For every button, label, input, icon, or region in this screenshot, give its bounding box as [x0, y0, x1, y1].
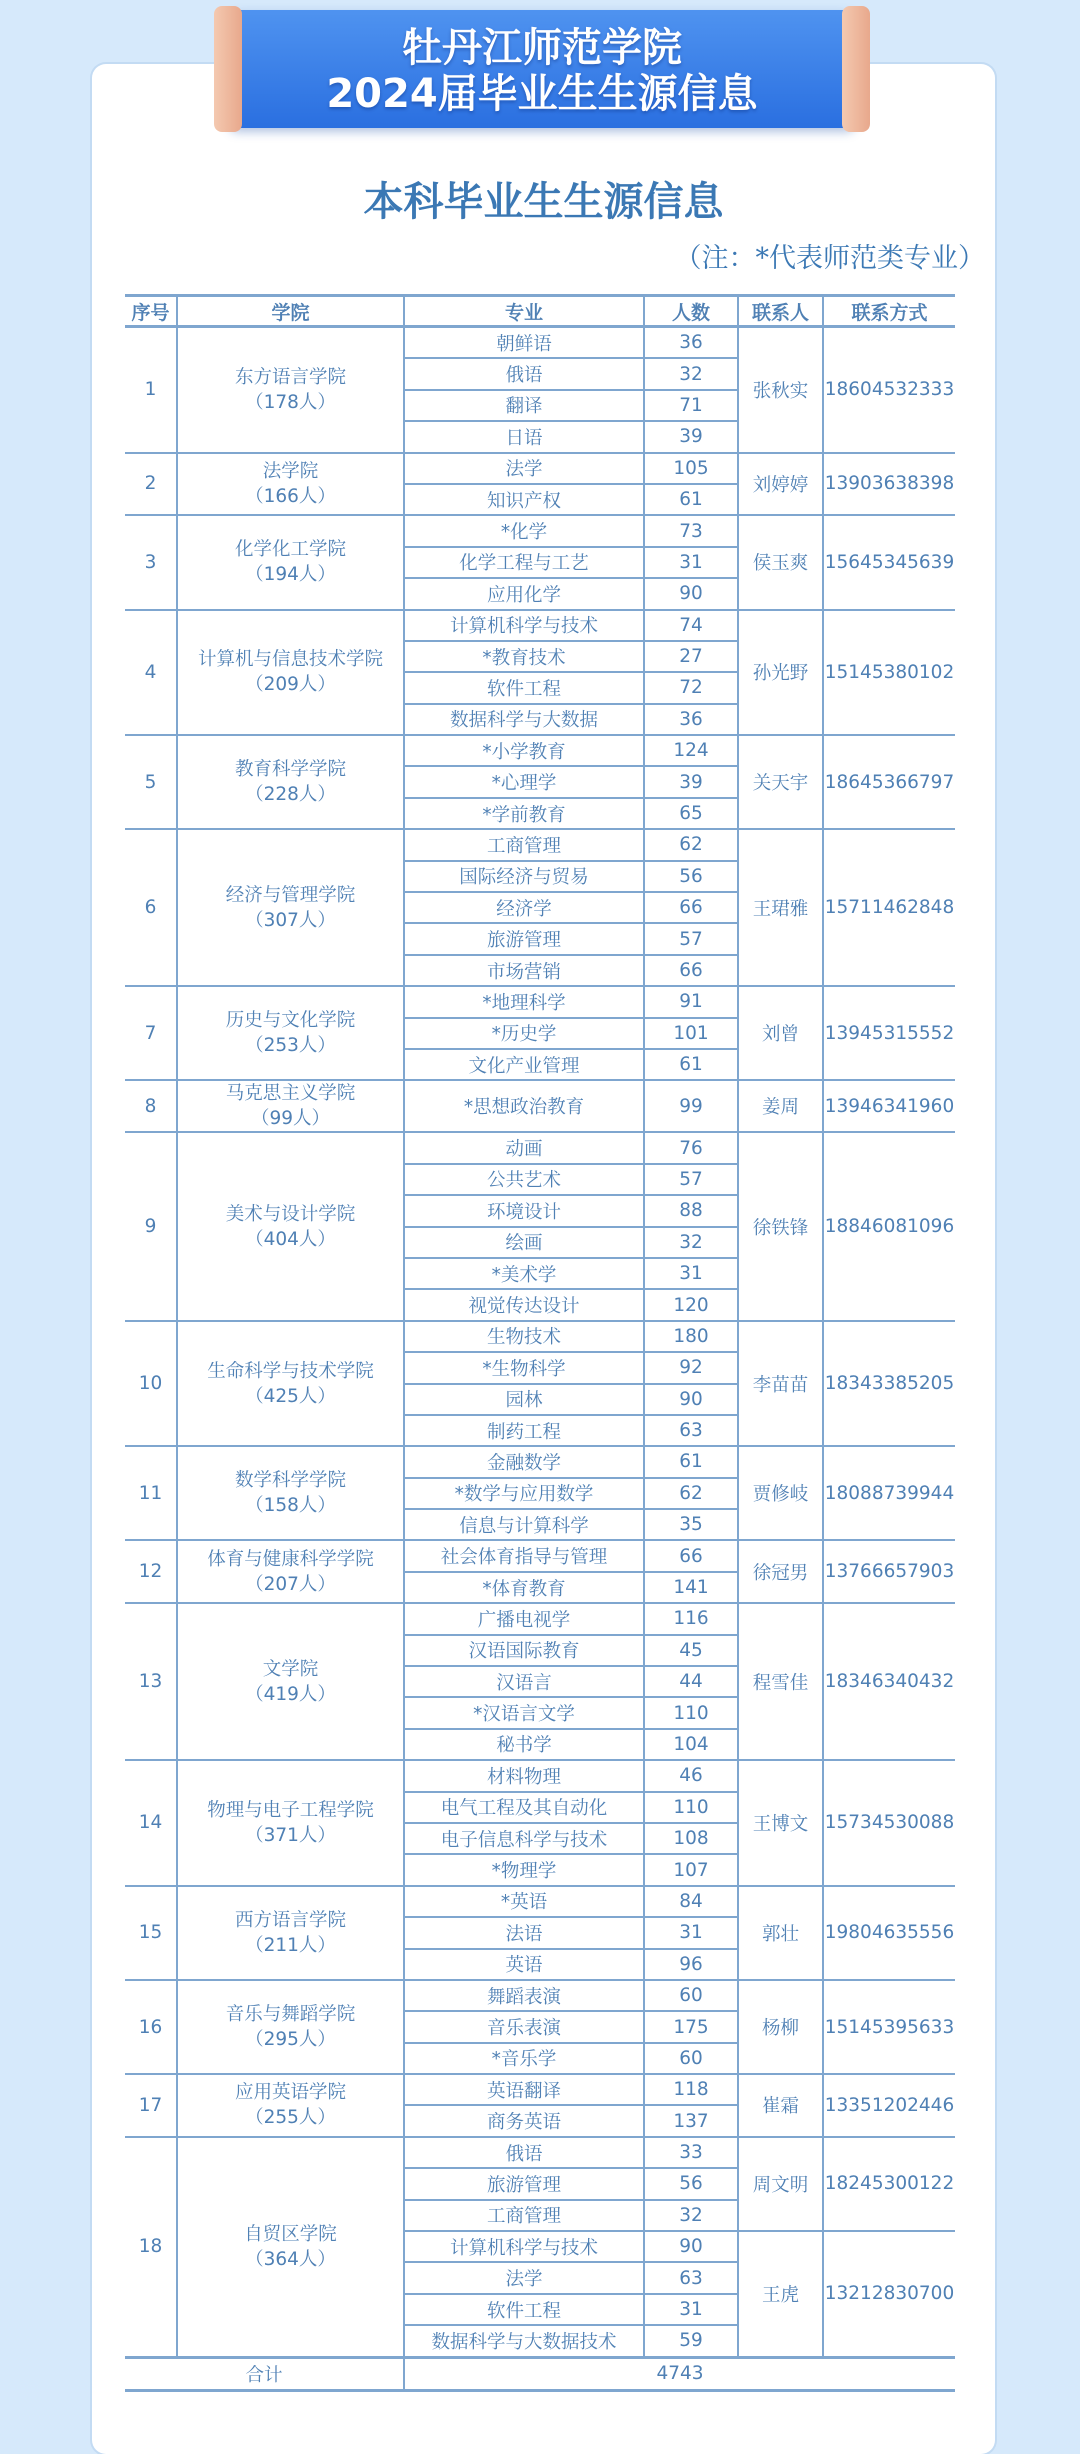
table-row [125, 1080, 955, 1132]
college-cell [177, 829, 404, 986]
college-count: （228人） [245, 784, 336, 806]
major-name: 信息与计算科学 [404, 1509, 644, 1540]
table-row [125, 2074, 955, 2105]
major-name: 俄语 [404, 358, 644, 389]
major-count: 62 [644, 829, 738, 860]
contact-phone: 15145395633 [823, 1980, 955, 2074]
major-name: *生物科学 [404, 1352, 644, 1383]
college-count: （404人） [245, 1228, 336, 1250]
major-count: 90 [644, 578, 738, 609]
row-index: 18 [125, 2137, 177, 2357]
major-name: 文化产业管理 [404, 1049, 644, 1080]
row-index: 1 [125, 327, 177, 453]
contact-phone: 18645366797 [823, 735, 955, 829]
total-row [125, 2357, 955, 2390]
row-index: 5 [125, 735, 177, 829]
major-count: 31 [644, 1917, 738, 1948]
major-name: 软件工程 [404, 2294, 644, 2325]
table-body [125, 327, 955, 2358]
major-count: 60 [644, 2043, 738, 2074]
major-name: *音乐学 [404, 2043, 644, 2074]
major-name: *化学 [404, 515, 644, 546]
major-count: 99 [644, 1080, 738, 1132]
college-cell [177, 986, 404, 1080]
contact-name: 王博文 [738, 1760, 823, 1886]
contact-name: 周文明 [738, 2137, 823, 2231]
major-name: *思想政治教育 [404, 1080, 644, 1132]
table-row [125, 1446, 955, 1477]
major-count: 62 [644, 1478, 738, 1509]
major-count: 76 [644, 1132, 738, 1163]
major-count: 32 [644, 2200, 738, 2231]
college-cell [177, 735, 404, 829]
major-name: 工商管理 [404, 2200, 644, 2231]
total-value: 4743 [404, 2357, 955, 2390]
major-name: 环境设计 [404, 1195, 644, 1226]
row-index: 16 [125, 1980, 177, 2074]
major-count: 108 [644, 1823, 738, 1854]
contact-name: 王珺雅 [738, 829, 823, 986]
contact-name: 刘婷婷 [738, 453, 823, 516]
college-count: （419人） [245, 1683, 336, 1705]
major-name: 工商管理 [404, 829, 644, 860]
major-count: 46 [644, 1760, 738, 1791]
college-name: 自贸区学院 [244, 2223, 337, 2245]
college-cell [177, 610, 404, 736]
major-count: 88 [644, 1195, 738, 1226]
major-name: 舞蹈表演 [404, 1980, 644, 2011]
header-major: 专业 [404, 296, 644, 327]
college-cell [177, 1980, 404, 2074]
college-name: 化学化工学院 [234, 539, 346, 561]
major-count: 92 [644, 1352, 738, 1383]
table-row [125, 1886, 955, 1917]
college-name: 体育与健康科学学院 [207, 1548, 374, 1570]
contact-name: 侯玉爽 [738, 515, 823, 609]
contact-phone: 18346340432 [823, 1603, 955, 1760]
major-count: 61 [644, 484, 738, 515]
major-count: 63 [644, 2262, 738, 2293]
contact-name: 姜周 [738, 1080, 823, 1132]
major-name: *小学教育 [404, 735, 644, 766]
major-count: 32 [644, 358, 738, 389]
title-banner [228, 10, 856, 128]
college-cell [177, 1446, 404, 1540]
row-index: 10 [125, 1321, 177, 1447]
college-cell [177, 453, 404, 516]
contact-name: 程雪佳 [738, 1603, 823, 1760]
major-count: 110 [644, 1792, 738, 1823]
major-name: 应用化学 [404, 578, 644, 609]
major-name: 园林 [404, 1384, 644, 1415]
contact-name: 关天宇 [738, 735, 823, 829]
major-name: 翻译 [404, 390, 644, 421]
college-name: 音乐与舞蹈学院 [225, 2004, 356, 2025]
page-title: 本科毕业生生源信息 [363, 178, 724, 225]
table-row [125, 515, 955, 546]
major-count: 59 [644, 2325, 738, 2357]
major-name: 计算机科学与技术 [404, 2231, 644, 2262]
row-index: 6 [125, 829, 177, 986]
college-name: 教育科学学院 [234, 759, 346, 781]
contact-name: 杨柳 [738, 1980, 823, 2074]
college-cell [177, 2137, 404, 2357]
table-row [125, 610, 955, 641]
row-index: 4 [125, 610, 177, 736]
contact-phone: 18343385205 [823, 1321, 955, 1447]
major-name: 化学工程与工艺 [404, 547, 644, 578]
college-name: 历史与文化学院 [225, 1010, 356, 1032]
college-count: （307人） [245, 909, 336, 931]
major-name: 秘书学 [404, 1729, 644, 1760]
contact-phone: 15734530088 [823, 1760, 955, 1886]
college-cell [177, 1540, 404, 1603]
college-count: （255人） [245, 2107, 336, 2129]
major-count: 65 [644, 798, 738, 829]
header-college: 学院 [177, 296, 404, 327]
banner-subtitle: 2024届毕业生生源信息 [326, 71, 758, 117]
total-label: 合计 [125, 2357, 404, 2390]
major-name: 英语 [404, 1949, 644, 1980]
major-count: 39 [644, 766, 738, 797]
major-count: 36 [644, 327, 738, 359]
major-count: 39 [644, 421, 738, 452]
major-count: 66 [644, 955, 738, 986]
major-name: 汉语言 [404, 1666, 644, 1697]
row-index: 12 [125, 1540, 177, 1603]
table-row [125, 735, 955, 766]
college-name: 东方语言学院 [234, 366, 346, 388]
major-count: 66 [644, 1540, 738, 1571]
college-name: 美术与设计学院 [225, 1203, 356, 1225]
college-count: （158人） [245, 1495, 336, 1517]
major-name: 公共艺术 [404, 1164, 644, 1195]
major-count: 101 [644, 1018, 738, 1049]
table-row [125, 829, 955, 860]
major-count: 56 [644, 861, 738, 892]
major-count: 84 [644, 1886, 738, 1917]
college-name: 马克思主义学院 [225, 1083, 356, 1105]
major-name: 法学 [404, 2262, 644, 2293]
major-name: 电子信息科学与技术 [404, 1823, 644, 1854]
major-count: 63 [644, 1415, 738, 1446]
college-cell [177, 327, 404, 453]
row-index: 8 [125, 1080, 177, 1132]
major-count: 36 [644, 704, 738, 735]
major-count: 57 [644, 1164, 738, 1195]
college-count: （425人） [245, 1385, 336, 1407]
major-count: 57 [644, 923, 738, 954]
major-count: 27 [644, 641, 738, 672]
major-count: 45 [644, 1635, 738, 1666]
contact-name: 王虎 [738, 2231, 823, 2357]
major-name: 金融数学 [404, 1446, 644, 1477]
major-count: 90 [644, 1384, 738, 1415]
college-count: （194人） [245, 564, 336, 586]
major-name: *心理学 [404, 766, 644, 797]
major-name: *物理学 [404, 1854, 644, 1885]
major-name: *数学与应用数学 [404, 1478, 644, 1509]
college-count: （211人） [245, 1934, 336, 1956]
major-count: 116 [644, 1603, 738, 1634]
major-name: 音乐表演 [404, 2011, 644, 2042]
major-count: 96 [644, 1949, 738, 1980]
table-row [125, 1603, 955, 1634]
contact-name: 徐冠男 [738, 1540, 823, 1603]
major-count: 175 [644, 2011, 738, 2042]
contact-phone: 13351202446 [823, 2074, 955, 2137]
college-name: 文学院 [262, 1658, 319, 1680]
header-phone: 联系方式 [823, 296, 955, 327]
major-count: 44 [644, 1666, 738, 1697]
college-count: （253人） [245, 1035, 336, 1057]
major-count: 61 [644, 1049, 738, 1080]
contact-phone: 18088739944 [823, 1446, 955, 1540]
major-count: 31 [644, 547, 738, 578]
major-count: 33 [644, 2137, 738, 2168]
major-name: 数据科学与大数据技术 [404, 2325, 644, 2357]
row-index: 9 [125, 1132, 177, 1320]
college-name: 西方语言学院 [234, 1909, 346, 1931]
college-name: 法学院 [262, 460, 319, 482]
major-count: 141 [644, 1572, 738, 1603]
major-name: 俄语 [404, 2137, 644, 2168]
note-text: （注：*代表师范类专业） [674, 243, 985, 274]
major-name: 材料物理 [404, 1760, 644, 1791]
major-count: 71 [644, 390, 738, 421]
contact-name: 刘曾 [738, 986, 823, 1080]
major-name: 广播电视学 [404, 1603, 644, 1634]
table-bottom-space [125, 2390, 955, 2412]
major-name: 电气工程及其自动化 [404, 1792, 644, 1823]
college-cell [177, 515, 404, 609]
major-name: 软件工程 [404, 672, 644, 703]
table-header-row [125, 296, 955, 327]
row-index: 15 [125, 1886, 177, 1980]
major-count: 91 [644, 986, 738, 1017]
college-cell [177, 1603, 404, 1760]
contact-phone: 18604532333 [823, 327, 955, 453]
header-count: 人数 [644, 296, 738, 327]
major-count: 118 [644, 2074, 738, 2105]
college-count: （207人） [245, 1573, 336, 1595]
contact-name: 贾修岐 [738, 1446, 823, 1540]
banner-school-name: 牡丹江师范学院 [402, 25, 682, 71]
college-cell [177, 1132, 404, 1320]
major-name: 视觉传达设计 [404, 1289, 644, 1320]
college-cell [177, 1886, 404, 1980]
major-name: 朝鲜语 [404, 327, 644, 359]
college-count: （371人） [245, 1824, 336, 1846]
major-count: 74 [644, 610, 738, 641]
major-count: 105 [644, 453, 738, 484]
row-index: 11 [125, 1446, 177, 1540]
major-count: 31 [644, 2294, 738, 2325]
contact-phone: 13766657903 [823, 1540, 955, 1603]
major-count: 90 [644, 2231, 738, 2262]
major-name: 法学 [404, 453, 644, 484]
college-cell [177, 1321, 404, 1447]
table-row [125, 1132, 955, 1163]
college-cell [177, 1760, 404, 1886]
table-row [125, 453, 955, 484]
contact-phone: 15711462848 [823, 829, 955, 986]
major-name: 旅游管理 [404, 2168, 644, 2199]
major-count: 72 [644, 672, 738, 703]
college-name: 经济与管理学院 [225, 884, 356, 906]
major-count: 56 [644, 2168, 738, 2199]
major-name: 法语 [404, 1917, 644, 1948]
major-count: 137 [644, 2105, 738, 2136]
major-count: 31 [644, 1258, 738, 1289]
row-index: 3 [125, 515, 177, 609]
major-count: 35 [644, 1509, 738, 1540]
header-contact: 联系人 [738, 296, 823, 327]
contact-phone: 18245300122 [823, 2137, 955, 2231]
major-count: 66 [644, 892, 738, 923]
contact-phone: 13946341960 [823, 1080, 955, 1132]
major-name: 生物技术 [404, 1321, 644, 1352]
table-row [125, 2137, 955, 2168]
college-name: 数学科学学院 [234, 1470, 346, 1492]
row-index: 2 [125, 453, 177, 516]
major-name: *历史学 [404, 1018, 644, 1049]
contact-name: 郭壮 [738, 1886, 823, 1980]
row-index: 7 [125, 986, 177, 1080]
college-name: 计算机与信息技术学院 [197, 649, 383, 671]
college-cell [177, 1080, 404, 1132]
major-name: 动画 [404, 1132, 644, 1163]
major-name: 商务英语 [404, 2105, 644, 2136]
table-row [125, 327, 955, 359]
major-name: 旅游管理 [404, 923, 644, 954]
major-name: *地理科学 [404, 986, 644, 1017]
row-index: 13 [125, 1603, 177, 1760]
contact-name: 张秋实 [738, 327, 823, 453]
college-count: （178人） [245, 391, 336, 413]
major-name: *英语 [404, 1886, 644, 1917]
major-count: 180 [644, 1321, 738, 1352]
table-row [125, 1980, 955, 2011]
major-name: 计算机科学与技术 [404, 610, 644, 641]
college-count: （99人） [250, 1108, 331, 1130]
contact-phone: 18846081096 [823, 1132, 955, 1320]
major-name: *学前教育 [404, 798, 644, 829]
college-name: 应用英语学院 [234, 2082, 346, 2104]
major-count: 124 [644, 735, 738, 766]
major-name: *美术学 [404, 1258, 644, 1289]
major-name: 数据科学与大数据 [404, 704, 644, 735]
major-name: *体育教育 [404, 1572, 644, 1603]
college-name: 物理与电子工程学院 [207, 1799, 374, 1821]
college-count: （364人） [245, 2248, 336, 2270]
table-row [125, 1540, 955, 1571]
header-index: 序号 [125, 296, 177, 327]
major-count: 32 [644, 1227, 738, 1258]
major-name: 英语翻译 [404, 2074, 644, 2105]
contact-phone: 19804635556 [823, 1886, 955, 1980]
major-count: 73 [644, 515, 738, 546]
college-count: （295人） [245, 2029, 336, 2050]
major-name: 市场营销 [404, 955, 644, 986]
contact-phone: 13903638398 [823, 453, 955, 516]
major-count: 61 [644, 1446, 738, 1477]
graduates-table [125, 294, 955, 2412]
contact-name: 孙光野 [738, 610, 823, 736]
college-cell [177, 2074, 404, 2137]
college-name: 生命科学与技术学院 [207, 1360, 374, 1382]
contact-phone: 13945315552 [823, 986, 955, 1080]
row-index: 17 [125, 2074, 177, 2137]
major-name: 社会体育指导与管理 [404, 1540, 644, 1571]
major-name: 经济学 [404, 892, 644, 923]
major-count: 110 [644, 1697, 738, 1728]
table-row [125, 1321, 955, 1352]
contact-phone: 15645345639 [823, 515, 955, 609]
contact-phone: 13212830700 [823, 2231, 955, 2357]
major-count: 120 [644, 1289, 738, 1320]
row-index: 14 [125, 1760, 177, 1886]
contact-name: 李苗苗 [738, 1321, 823, 1447]
major-name: 汉语国际教育 [404, 1635, 644, 1666]
major-count: 104 [644, 1729, 738, 1760]
major-name: *教育技术 [404, 641, 644, 672]
contact-name: 崔霜 [738, 2074, 823, 2137]
major-name: 绘画 [404, 1227, 644, 1258]
major-name: 日语 [404, 421, 644, 452]
major-count: 60 [644, 1980, 738, 2011]
contact-phone: 15145380102 [823, 610, 955, 736]
major-name: *汉语言文学 [404, 1697, 644, 1728]
major-name: 知识产权 [404, 484, 644, 515]
college-count: （166人） [245, 485, 336, 507]
major-name: 制药工程 [404, 1415, 644, 1446]
table-row [125, 1760, 955, 1791]
contact-name: 徐铁锋 [738, 1132, 823, 1320]
major-count: 107 [644, 1854, 738, 1885]
college-count: （209人） [245, 674, 336, 696]
major-name: 国际经济与贸易 [404, 861, 644, 892]
table-row [125, 986, 955, 1017]
